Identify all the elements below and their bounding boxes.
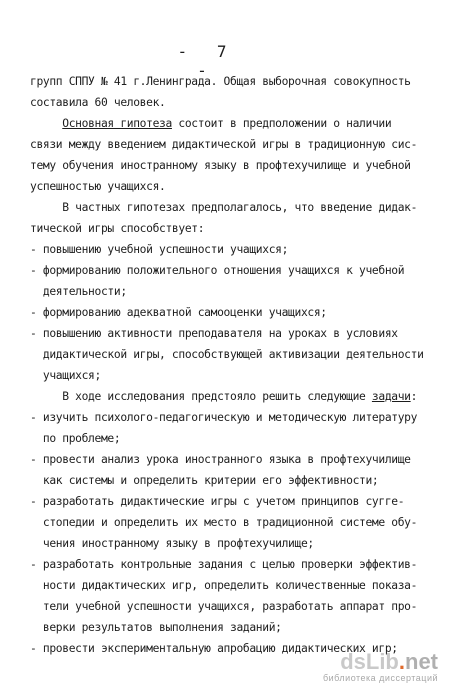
task-item-4-cont3: верки результатов выполнения заданий; — [30, 621, 282, 634]
task-item-5: - провести экспериментальную апробацию дидактических игр; — [30, 642, 398, 655]
task-item-3-cont2: чения иностранному языку в профтехучилище; — [30, 537, 314, 550]
text-line-8: тической игры способствует: — [30, 222, 205, 235]
dslib-subtitle: библиотека диссертаций — [322, 673, 438, 683]
tasks-line — [30, 390, 417, 404]
list-item-2-cont: деятельности; — [30, 285, 127, 298]
hypothesis-line — [30, 117, 391, 131]
task-item-4-cont: ности дидактических игр, определить количественные показа- — [30, 579, 418, 592]
tasks-suffix: : — [410, 390, 418, 403]
task-item-2-cont: как системы и определить критерии его эффективности; — [30, 474, 379, 487]
dslib-logo: dsLib.net — [340, 649, 438, 674]
text-line-6: успешностью учащихся. — [30, 180, 166, 193]
hypothesis-rest: состоит в предположении о наличии — [171, 117, 392, 130]
tasks-prefix: В ходе исследования предстояло решить следующие — [30, 390, 372, 403]
task-item-4-cont2: тели учебной успешности учащихся, разработать аппарат про- — [30, 600, 418, 613]
task-item-3: - разработать дидактические игры с учетом принципов сугге- — [30, 495, 405, 508]
hypothesis-indent — [30, 117, 62, 130]
task-item-2: - провести анализ урока иностранного языка в профтехучилище — [30, 453, 411, 466]
text-line-1: групп СППУ № 41 г.Ленинграда. Общая выборочная совокупность — [30, 75, 411, 88]
task-item-1-cont: по проблеме; — [30, 432, 121, 445]
text-line-5: тему обучения иностранному языку в профтехучилище и учебной — [30, 159, 411, 172]
tasks-term: задачи — [371, 390, 411, 403]
text-line-2: составила 60 человек. — [30, 96, 166, 109]
task-item-4: - разработать контрольные задания с целью проверки эффектив- — [30, 558, 418, 571]
list-item-4-cont: дидактической игры, способствующей активизации деятельности — [30, 348, 424, 361]
text-line-7: В частных гипотезах предполагалось, что введение дидак- — [30, 201, 418, 214]
page-number: - 7 - — [177, 42, 237, 80]
list-item-4: - повышению активности преподавателя на уроках в условиях — [30, 327, 398, 340]
task-item-3-cont: стопедии и определить их место в традиционной системе обу- — [30, 516, 418, 529]
hypothesis-term: Основная гипотеза — [62, 117, 172, 130]
task-item-1: - изучить психолого-педагогическую и методическую литературу — [30, 411, 418, 424]
list-item-1: - повышению учебной успешности учащихся; — [30, 243, 289, 256]
list-item-3: - формированию адекватной самооценки учащихся; — [30, 306, 327, 319]
dslib-watermark — [323, 651, 438, 683]
list-item-2: - формированию положительного отношения учащихся к учебной — [30, 264, 405, 277]
text-line-4: связи между введением дидактической игры в традиционную сис- — [30, 138, 418, 151]
list-item-4-cont2: учащихся; — [30, 369, 101, 382]
